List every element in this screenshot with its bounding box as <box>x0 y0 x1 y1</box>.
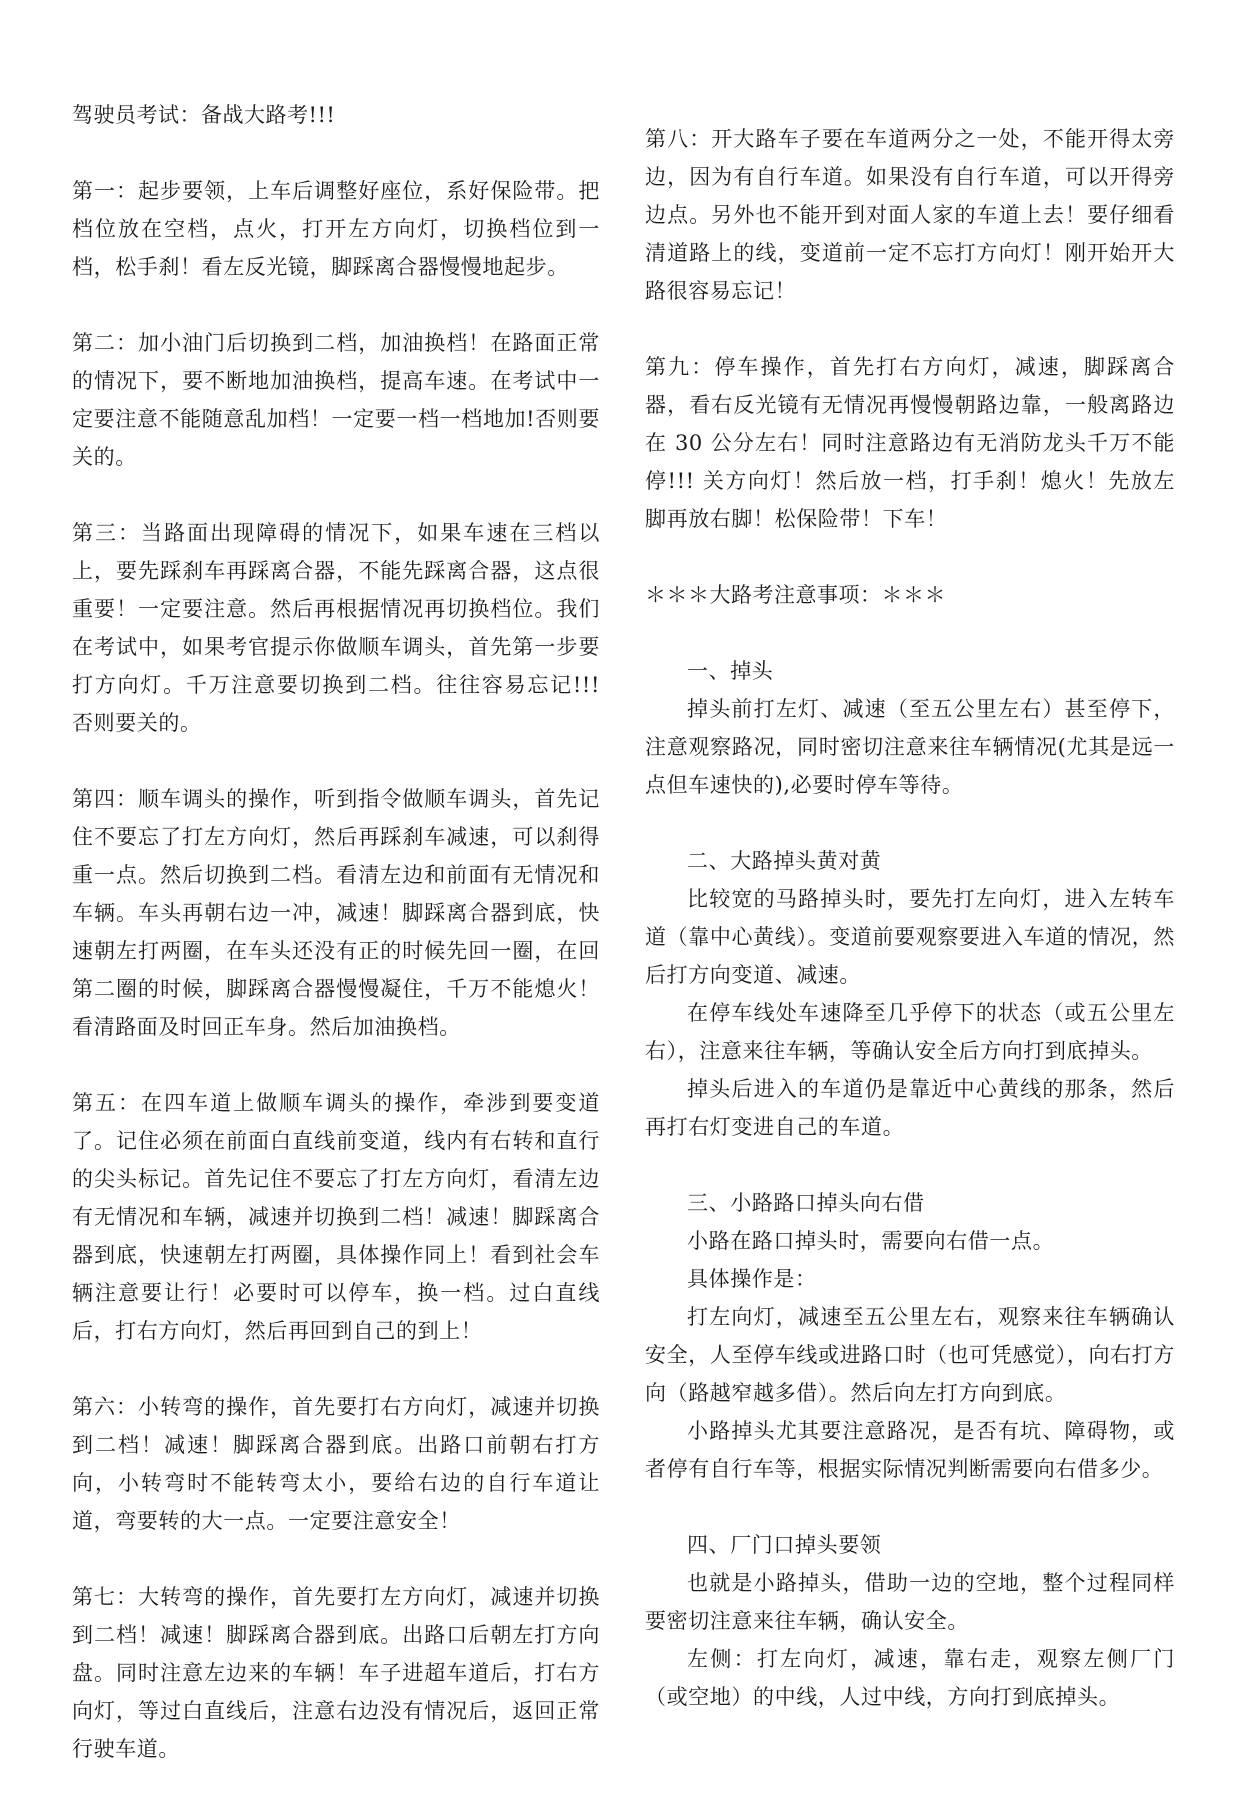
paragraph-7: 第七：大转弯的操作，首先要打左方向灯，减速并切换到二档！减速！脚踩离合器到底。出路口后朝左打方向盘。同时注意左边来的车辆！车子进超车道后，打右方向灯，等过白直线后，注意右边没有情况后，返回正常行驶车道。 <box>72 1585 600 1761</box>
paragraph-5: 第五：在四车道上做顺车调头的操作，牵涉到要变道了。记住必须在前面白直线前变道，线内有右转和直行的尖头标记。首先记住不要忘了打左方向灯，看清左边有无情况和车辆，减速并切换到二档！减速！脚踩离合器到底，快速朝左打两圈，具体操作同上！看到社会车辆注意要让行！必要时可以停车，换一档。过白直线后，打右方向灯，然后再回到自己的到上！ <box>72 1091 600 1343</box>
note-heading: 二、大路掉头黄对黄 <box>687 849 882 873</box>
note-paragraph: 掉头后进入的车道仍是靠近中心黄线的那条，然后再打右灯变进自己的车道。 <box>645 1077 1175 1139</box>
paragraph-3: 第三：当路面出现障碍的情况下，如果车速在三档以上，要先踩刹车再踩离合器，不能先踩离合器，这点很重要！一定要注意。然后再根据情况再切换档位。我们在考试中，如果考官提示你做顺车调头，首先第一步要打方向灯。千万注意要切换到二档。往往容易忘记!!! 否则要关的。 <box>72 521 600 735</box>
note-heading: 四、厂门口掉头要领 <box>687 1533 882 1557</box>
document-title: 驾驶员考试：备战大路考!!! <box>72 103 336 127</box>
right-column <box>645 120 1175 1754</box>
paragraph-2: 第二：加小油门后切换到二档，加油换档！在路面正常的情况下，要不断地加油换档，提高车速。在考试中一定要注意不能随意乱加档！一定要一档一档地加!否则要关的。 <box>72 331 600 469</box>
paragraph-8: 第八：开大路车子要在车道两分之一处，不能开得太旁边，因为有自行车道。如果没有自行车道，可以开得旁边点。另外也不能开到对面人家的车道上去！要仔细看清道路上的线，变道前一定不忘打方向灯！刚开始开大路很容易忘记！ <box>645 127 1175 303</box>
note-section-gate-uturn <box>645 1526 1175 1716</box>
note-paragraph: 左侧：打左向灯，减速，靠右走，观察左侧厂门（或空地）的中线，人过中线，方向打到底掉头。 <box>645 1647 1175 1709</box>
note-paragraph: 也就是小路掉头，借助一边的空地，整个过程同样要密切注意来往车辆，确认安全。 <box>645 1571 1175 1633</box>
note-section-small-road-uturn <box>645 1184 1175 1488</box>
notes-heading: ＊＊＊大路考注意事项：＊＊＊ <box>645 583 946 607</box>
note-paragraph: 比较宽的马路掉头时，要先打左向灯，进入左转车道（靠中心黄线）。变道前要观察要进入车道的情况，然后打方向变道、减速。 <box>645 887 1175 987</box>
note-heading: 三、小路路口掉头向右借 <box>687 1191 925 1215</box>
note-paragraph: 在停车线处车速降至几乎停下的状态（或五公里左右），注意来往车辆，等确认安全后方向打到底掉头。 <box>645 1001 1175 1063</box>
paragraph-4: 第四：顺车调头的操作，听到指令做顺车调头，首先记住不要忘了打左方向灯，然后再踩刹车减速，可以刹得重一点。然后切换到二档。看清左边和前面有无情况和车辆。车头再朝右边一冲，减速！脚踩离合器到底，快速朝左打两圈，在车头还没有正的时候先回一圈，在回第二圈的时候，脚踩离合器慢慢凝住，千万不能熄火！看清路面及时回正车身。然后加油换档。 <box>72 787 600 1039</box>
paragraph-9: 第九：停车操作，首先打右方向灯，减速，脚踩离合器，看右反光镜有无情况再慢慢朝路边靠，一般离路边在 30 公分左右！同时注意路边有无消防龙头千万不能停!!! 关方向灯！然后放一档，打手刹！熄火！先放左脚再放右脚！松保险带！下车！ <box>645 355 1175 531</box>
left-column <box>72 96 600 1806</box>
paragraph-1: 第一：起步要领，上车后调整好座位，系好保险带。把档位放在空档，点火，打开左方向灯，切换档位到一档，松手刹！看左反光镜，脚踩离合器慢慢地起步。 <box>72 179 600 279</box>
note-paragraph: 小路掉头尤其要注意路况，是否有坑、障碍物，或者停有自行车等，根据实际情况判断需要向右借多少。 <box>645 1419 1175 1481</box>
note-paragraph: 具体操作是： <box>687 1267 817 1291</box>
note-section-uturn <box>645 652 1175 804</box>
note-section-main-road-uturn <box>645 842 1175 1146</box>
note-paragraph: 小路在路口掉头时，需要向右借一点。 <box>687 1229 1055 1253</box>
note-paragraph: 打左向灯，减速至五公里左右，观察来往车辆确认安全，人至停车线或进路口时（也可凭感觉），向右打方向（路越窄越多借）。然后向左打方向到底。 <box>645 1305 1175 1405</box>
note-paragraph: 掉头前打左灯、减速（至五公里左右）甚至停下，注意观察路况，同时密切注意来往车辆情况(尤其是远一点但车速快的),必要时停车等待。 <box>645 697 1175 797</box>
paragraph-6: 第六：小转弯的操作，首先要打右方向灯，减速并切换到二档！减速！脚踩离合器到底。出路口前朝右打方向，小转弯时不能转弯太小，要给右边的自行车道让道，弯要转的大一点。一定要注意安全！ <box>72 1395 600 1533</box>
note-heading: 一、掉头 <box>687 659 774 683</box>
